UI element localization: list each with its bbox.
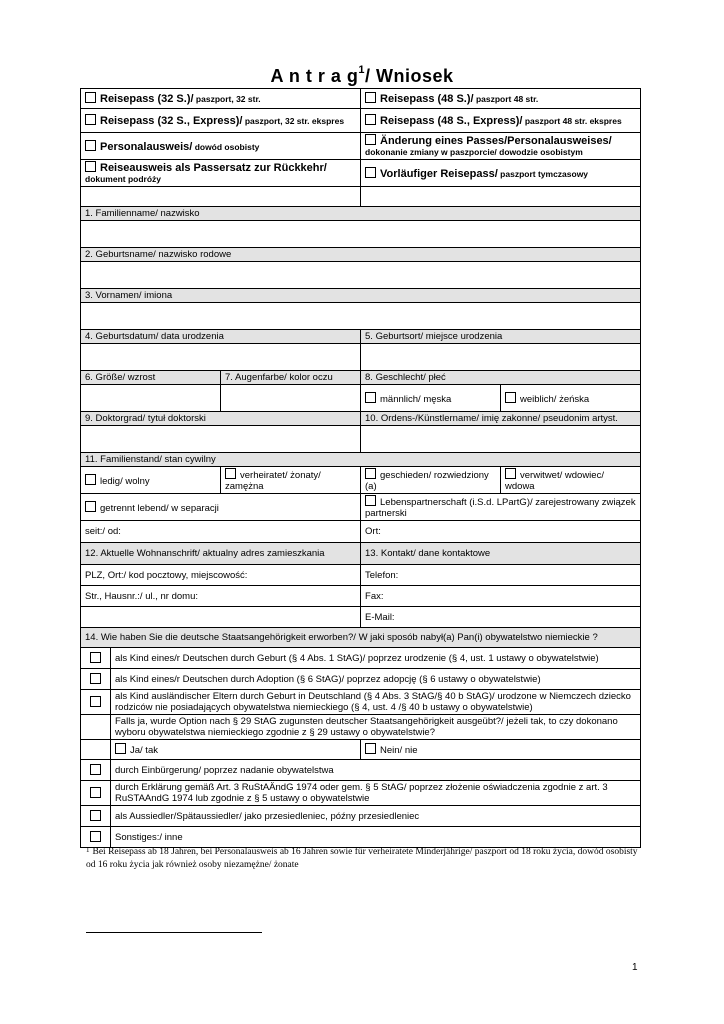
title-rest: / Wniosek <box>364 66 454 86</box>
blank-cell <box>81 187 361 207</box>
input-family-name[interactable] <box>81 221 641 248</box>
checkbox[interactable] <box>85 114 96 125</box>
label-family-name: 1. Familienname/ nazwisko <box>81 207 641 221</box>
option-female[interactable]: weiblich/ żeńska <box>501 385 641 412</box>
checkbox[interactable] <box>505 392 516 403</box>
title-main: A n t r a g <box>270 66 359 86</box>
option-no[interactable]: Nein/ nie <box>361 740 641 760</box>
citizenship-resettler-label: als Aussiedler/Spätaussiedler/ jako przesiedleniec, późny przesiedleniec <box>111 806 641 827</box>
checkbox[interactable] <box>85 474 96 485</box>
checkbox[interactable] <box>85 501 96 512</box>
input-zip-city[interactable]: PLZ, Ort:/ kod pocztowy, miejscowość: <box>81 565 361 586</box>
option-widowed[interactable]: verwitwet/ wdowiec/ wdowa <box>501 467 641 494</box>
citizenship-foreign-parents-checkbox[interactable] <box>81 690 111 715</box>
title-footnote-mark: 1 <box>358 64 365 76</box>
checkbox[interactable] <box>365 468 376 479</box>
option-yes[interactable]: Ja/ tak <box>111 740 361 760</box>
doctype-id-card[interactable]: Personalausweis/ dowód osobisty <box>81 133 361 160</box>
input-birth-name[interactable] <box>81 262 641 289</box>
option-partnership[interactable]: Lebenspartnerschaft (i.S.d. LPartG)/ zarejestrowany związek partnerski <box>361 494 641 521</box>
checkbox[interactable] <box>225 468 236 479</box>
citizenship-naturalization-checkbox[interactable] <box>81 760 111 781</box>
label-sex: 8. Geschlecht/ płeć <box>361 371 641 385</box>
label-first-names: 3. Vornamen/ imiona <box>81 289 641 303</box>
checkbox[interactable] <box>90 810 101 821</box>
input-birth-place[interactable] <box>361 344 641 371</box>
option-single[interactable]: ledig/ wolny <box>81 467 221 494</box>
label-current-address: 12. Aktuelle Wohnanschrift/ aktualny adres zamieszkania <box>81 543 361 565</box>
blank-cell <box>81 740 111 760</box>
citizenship-resettler-checkbox[interactable] <box>81 806 111 827</box>
citizenship-option-followup-label: Falls ja, wurde Option nach § 29 StAG zugunsten deutscher Staatsangehörigkeit ausgeübt?/ jeżeli tak, to czy dokonano wyboru obywatelstwa niemieckiego zgodnie z § 29 ustawy o obywatelstwie? <box>111 715 641 740</box>
checkbox[interactable] <box>365 134 376 145</box>
input-doctoral-degree[interactable] <box>81 426 361 453</box>
checkbox[interactable] <box>90 696 101 707</box>
input-phone[interactable]: Telefon: <box>361 565 641 586</box>
page-number: 1 <box>632 962 638 973</box>
citizenship-adoption-checkbox[interactable] <box>81 669 111 690</box>
checkbox[interactable] <box>90 652 101 663</box>
footnote-separator <box>86 932 262 933</box>
option-married[interactable]: verheiratet/ żonaty/ zamężna <box>221 467 361 494</box>
input-fax[interactable]: Fax: <box>361 586 641 607</box>
checkbox[interactable] <box>90 787 101 798</box>
checkbox[interactable] <box>365 743 376 754</box>
label-contact: 13. Kontakt/ dane kontaktowe <box>361 543 641 565</box>
doctype-passport-48-express[interactable]: Reisepass (48 S., Express)/ paszport 48 str. ekspres <box>361 109 641 133</box>
doctype-passport-48[interactable]: Reisepass (48 S.)/ paszport 48 str. <box>361 89 641 109</box>
input-since[interactable]: seit:/ od: <box>81 521 361 543</box>
citizenship-other-checkbox[interactable] <box>81 827 111 848</box>
doctype-passport-32-express[interactable]: Reisepass (32 S., Express)/ paszport, 32 str. ekspres <box>81 109 361 133</box>
checkbox[interactable] <box>365 495 376 506</box>
citizenship-naturalization-label: durch Einbürgerung/ poprzez nadanie obywatelstwa <box>111 760 641 781</box>
citizenship-other-label: Sonstiges:/ inne <box>111 827 641 848</box>
label-doctoral-degree: 9. Doktorgrad/ tytuł doktorski <box>81 412 361 426</box>
input-birth-date[interactable] <box>81 344 361 371</box>
input-religious-artist-name[interactable] <box>361 426 641 453</box>
citizenship-declaration-label: durch Erklärung gemäß Art. 3 RuStAÄndG 1974 oder gem. § 5 StAG/ poprzez złożenie oświadczenia zgodnie z art. 3 RuSTAAndG 1974 lub zgodnie z § 5 ustawy o obywatelstwie <box>111 781 641 806</box>
blank-cell <box>81 607 361 628</box>
option-divorced[interactable]: geschieden/ rozwiedziony (a) <box>361 467 501 494</box>
input-eye-color[interactable] <box>221 385 361 412</box>
citizenship-birth-checkbox[interactable] <box>81 648 111 669</box>
checkbox[interactable] <box>85 92 96 103</box>
label-birth-name: 2. Geburtsname/ nazwisko rodowe <box>81 248 641 262</box>
option-separated[interactable]: getrennt lebend/ w separacji <box>81 494 361 521</box>
form-title <box>0 66 724 87</box>
checkbox[interactable] <box>85 140 96 151</box>
citizenship-adoption-label: als Kind eines/r Deutschen durch Adoption (§ 6 StAG)/ poprzez adopcję (§ 6 ustawy o obywatelstwie) <box>111 669 641 690</box>
doctype-travel-document[interactable]: Reiseausweis als Passersatz zur Rückkehr/ dokument podróży <box>81 160 361 187</box>
checkbox[interactable] <box>505 468 516 479</box>
label-birth-date: 4. Geburtsdatum/ data urodzenia <box>81 330 361 344</box>
label-eye-color: 7. Augenfarbe/ kolor oczu <box>221 371 361 385</box>
checkbox[interactable] <box>365 392 376 403</box>
citizenship-birth-label: als Kind eines/r Deutschen durch Geburt (§ 4 Abs. 1 StAG)/ poprzez urodzenie (§ 4, ust. 1 ustawy o obywatelstwie) <box>111 648 641 669</box>
input-street[interactable]: Str., Hausnr.:/ ul., nr domu: <box>81 586 361 607</box>
blank-cell <box>361 187 641 207</box>
footnote <box>86 846 646 872</box>
footnote-text: Bei Reisepass ab 18 Jahren, bei Personalausweis ab 16 Jahren sowie für verheiratete Minderjährige/ paszport od 18 roku życia, dowód osobisty od 16 roku życia jak również osoby niezamężne/ żonate <box>86 847 638 870</box>
label-marital-status: 11. Familienstand/ stan cywilny <box>81 453 641 467</box>
citizenship-foreign-parents-label: als Kind ausländischer Eltern durch Geburt in Deutschland (§ 4 Abs. 3 StAG/§ 40 b StAG)/ urodzone w Niemczech dziecko rodziców nie posiadających obywatelstwa niemieckiego (§ 4, ust. 4 /§ 40 b ustawy o obywatelstwie) <box>111 690 641 715</box>
checkbox[interactable] <box>90 764 101 775</box>
option-male[interactable]: männlich/ męska <box>361 385 501 412</box>
label-citizenship-question: 14. Wie haben Sie die deutsche Staatsangehörigkeit erworben?/ W jaki sposób nabył(a) Pan(i) obywatelstwo niemieckie ? <box>81 628 641 648</box>
checkbox[interactable] <box>365 92 376 103</box>
label-height: 6. Größe/ wzrost <box>81 371 221 385</box>
input-place[interactable]: Ort: <box>361 521 641 543</box>
doctype-change-document[interactable]: Änderung eines Passes/Personalausweises/ dokonanie zmiany w paszporcie/ dowodzie osobistym <box>361 133 641 160</box>
label-religious-artist-name: 10. Ordens-/Künstlername/ imię zakonne/ pseudonim artyst. <box>361 412 641 426</box>
input-email[interactable]: E-Mail: <box>361 607 641 628</box>
input-first-names[interactable] <box>81 303 641 330</box>
checkbox[interactable] <box>90 831 101 842</box>
doctype-temporary-passport[interactable]: Vorläufiger Reisepass/ paszport tymczasowy <box>361 160 641 187</box>
checkbox[interactable] <box>90 673 101 684</box>
citizenship-declaration-checkbox[interactable] <box>81 781 111 806</box>
application-form-table <box>80 88 641 848</box>
checkbox[interactable] <box>115 743 126 754</box>
footnote-mark: 1 <box>86 846 90 854</box>
doctype-passport-32[interactable]: Reisepass (32 S.)/ paszport, 32 str. <box>81 89 361 109</box>
blank-cell <box>81 715 111 740</box>
input-height[interactable] <box>81 385 221 412</box>
checkbox[interactable] <box>85 161 96 172</box>
checkbox[interactable] <box>365 114 376 125</box>
checkbox[interactable] <box>365 167 376 178</box>
label-birth-place: 5. Geburtsort/ miejsce urodzenia <box>361 330 641 344</box>
